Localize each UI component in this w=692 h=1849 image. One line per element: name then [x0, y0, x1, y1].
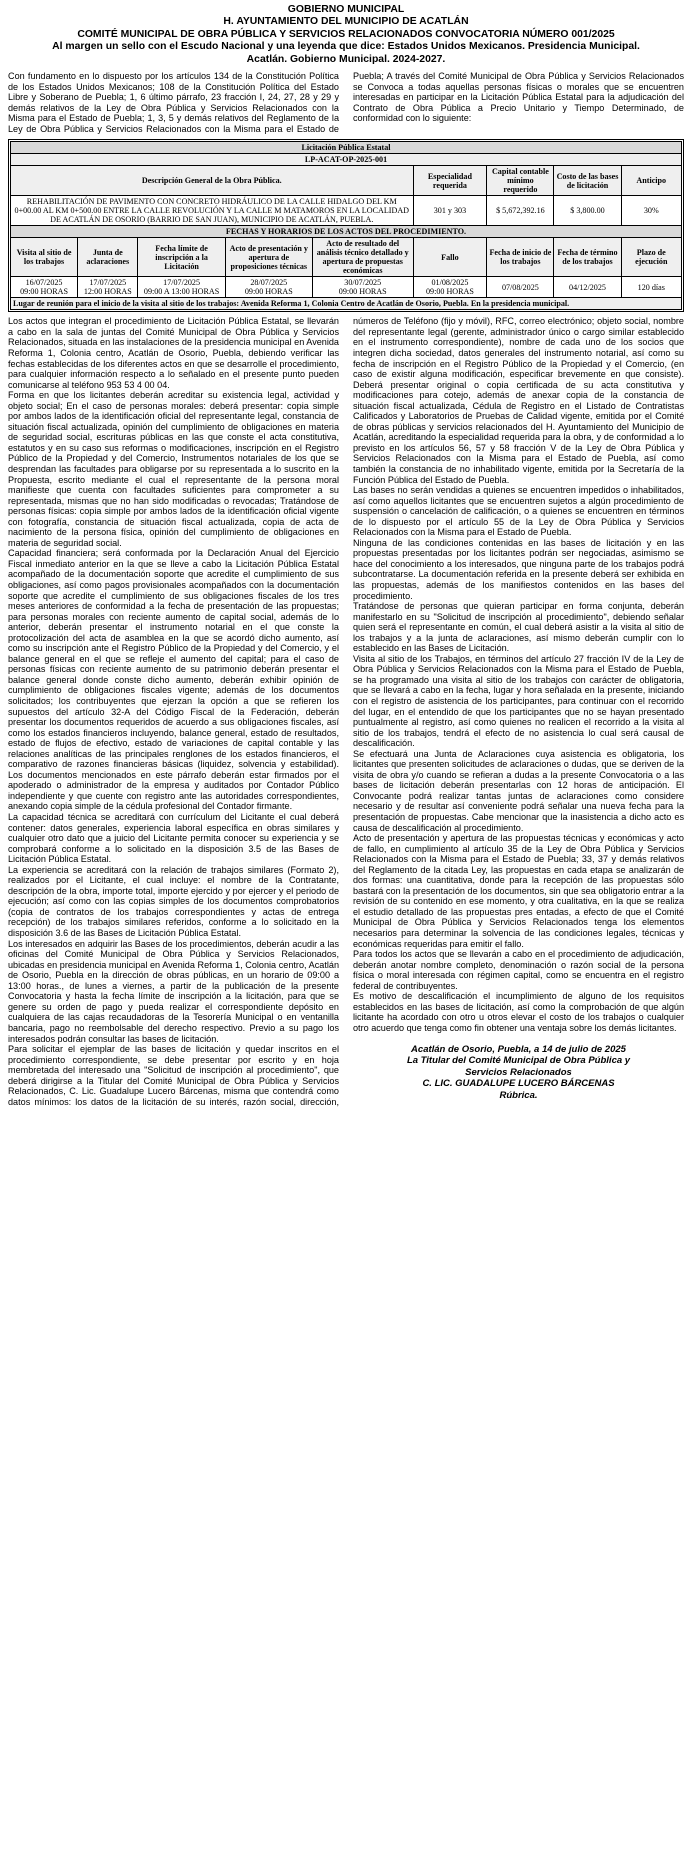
capital-value: $ 5,672,392.16 [487, 196, 554, 226]
work-description: REHABILITACIÓN DE PAVIMENTO CON CONCRETO HIDRÁULICO DE LA CALLE HIDALGO DEL KM 0+00.00 AL KM 0+500.00 ENTRE LA CALLE REVOLUCIÓN Y LA CALLE M MATAMOROS EN LA LOCALIDAD DE ACATLÁN DE OSORIO (BARRIO DE SAN JUAN), MUNICIPIO DE ACATLÁN, PUEBLA. [11, 196, 414, 226]
tender-table [10, 141, 682, 310]
header-line: H. AYUNTAMIENTO DEL MUNICIPIO DE ACATLÁN [223, 16, 469, 28]
specialty-value: 301 y 303 [413, 196, 487, 226]
clarifications-header: Junta de aclaraciones [78, 238, 138, 277]
technical-opening-header: Acto de presentación y apertura de proposiciones técnicas [225, 238, 312, 277]
body-paragraph: Los actos que integran el procedimiento de Licitación Pública Estatal, se llevarán a cabo en la sala de juntas del Comité Municipal de Obra Pública y Servicios Relacionados, situada en las instalaciones de la presidencia municipal en Avenida Reforma 1, Colonia centro, Acatlán de Osorio, Puebla, debiendo verificar las fechas establecidas de los diferentes actos en que se desarrolle el procedimiento, para cualquier información respecto a lo señalado en el presente punto pueden comunicarse al teléfono 953 53 4 00 04. [8, 316, 339, 390]
start-date-value: 07/08/2025 [487, 277, 554, 298]
col-description-header: Descripción General de la Obra Pública. [11, 166, 414, 196]
body-paragraph: Forma en que los licitantes deberán acreditar su existencia legal, actividad y objeto social; En el caso de personas morales: deberá presentar: copia simple por ambos lados de la identificación oficial del representante legal, constancia de situación fiscal actualizada, opinión del cumplimiento de obligaciones en materia de seguridad social, escrituras públicas en las que conste el acta constitutiva, estatutos y en su caso sus reformas o modificaciones, inscripción en el Registro Público de la Propiedad y del Comercio, Instrumentos notariales de los que se desprendan las facultades para obligarse por su representada a lo suscrito en la Propuesta, escrito mediante el cual el representante de la persona moral manifieste que cuenta con facultades suficientes para comprometer a su representada, mismas que no han sido modificadas o revocadas; Tratándose de personas físicas: copia simple por ambos lados de la identificación oficial vigente con fotografía, constancia de situación fiscal actualizada, copia de acta de nacimiento de la persona física, opinión del cumplimiento de obligaciones en materia de seguridad social. [8, 390, 339, 548]
header-line: GOBIERNO MUNICIPAL [287, 4, 405, 15]
body-paragraph: Para solicitar el ejemplar de las bases de licitación y quedar inscritos en el procedimiento correspondiente, se debe presentar por escrito y en hoja membretada del interesado una "Solicitud de inscripción al procedimiento", que deberá dirigirse a la Titular del Comité Municipal de Obra Pública y Servicios Relacionados, C. Lic. Guadalupe Lucero Bárcenas, misma que contendrá como datos mínimos: los datos de la licitación de su interés, razón social, dirección, números de Teléfono (fijo y móvil), RFC, correo electrónico; objeto social, nombre del representante legal (gerente, administrador único o cargo similar establecido en el instrumento correspondiente), nombre de cada uno de los socios que integren dicha sociedad, datos generales del instrumento notarial, así como su fecha de inscripción en el Registro Público de la Propiedad y el Comercio, (en caso de existir alguna modificación, especificar brevemente en que consiste). Deberá presentar original o copia certificada de su acta constitutiva y modificaciones para cotejo, además de anexar copia de la constancia de situación fiscal actualizada, Cédula de Registro en el Listado de Contratistas Calificados y Laboratorios de Pruebas de Calidad vigente, emitida por el Comité de obras públicas y servicios relacionados del H. Ayuntamiento del Municipio de Acatlán, acreditando la especialidad requerida para la obra, y de conformidad a lo previsto en los artículos 56, 57 y 58 fracción V de la Ley de Obra Pública y Servicios Relacionados con la Misma para el Estado de Puebla, así como también la constancia de no inhabilitado vigente, emitida por la Secretaría de la Función Pública del Estado de Puebla. [8, 316, 684, 1107]
body-paragraph: Para todos los actos que se llevarán a cabo en el procedimiento de adjudicación, deberán anotar nombre completo, denominación o razón social de la persona física o moral interesada con régimen capital, como se encuentra en el registro federal de contribuyentes. [353, 949, 684, 991]
signature-rubric: Rúbrica. [499, 1089, 538, 1101]
tender-table-frame [8, 139, 684, 312]
signature-place-date: Acatlán de Osorio, Puebla, a 14 de julio de 2025 [411, 1043, 626, 1055]
body-paragraph: Visita al sitio de los Trabajos, en términos del artículo 27 fracción IV de la Ley de Obra Pública y Servicios Relacionados con la Misma para el Estado de Puebla, se ha programado una visita al sitio de los trabajos con carácter de obligatoria, que se llevará a cabo en la fecha, lugar y hora señalada en la presente, iniciando con el registro de asistencia de los participantes, para continuar con el recorrido del lugar, en el entendido de que los participantes que no se hayan presentado puntualmente al registro, así como quienes no realicen el recorrido a la visita al sitio de los trabajos, tendrá el efecto de no asistencia lo cual será causal de descalificación. [353, 653, 684, 749]
signature-block [353, 1044, 684, 1102]
body-paragraph: La capacidad técnica se acreditará con currículum del Licitante el cual deberá contener: datos generales, experiencia laboral específica en obras similares y cualquier otro dato que a juicio del Licitante permita conocer su experiencia y se comprobará conforme a lo solicitado en la disposición 3.5 de las Bases de Licitación Pública Estatal. [8, 812, 339, 865]
site-visit-value: 16/07/2025 09:00 HORAS [11, 277, 78, 298]
dates-title: FECHAS Y HORARIOS DE LOS ACTOS DEL PROCEDIMIENTO. [11, 226, 682, 238]
start-date-header: Fecha de inicio de los trabajos [487, 238, 554, 277]
table-title: Licitación Pública Estatal [11, 142, 682, 154]
cost-value: $ 3,800.00 [554, 196, 621, 226]
body-paragraph: Acto de presentación y apertura de las propuestas técnicas y económicas y acto de fallo, en cumplimiento al artículo 35 de la Ley de Obra Pública y Servicios Relacionados con la Misma para el Estado de Puebla; 33, 37 y demás relativos del Reglamento de la citada Ley, las propuestas en cada etapa se analizarán de dos formas: una cuantitativa, donde para la recepción de las propuestas sólo bastará con la presentación de los documentos, sin que sea obligatorio entrar a la revisión de su contenido en ese momento, y otra cualitativa, en la que se realiza el estudio detallado de las propuestas pres entadas, a efecto de que el Comité Municipal de Obra Pública y Servicios Relacionados tenga los elementos necesarios para determinar la solvencia de las condiciones legales, técnicas y económicas requeridas para emitir el fallo. [353, 833, 684, 949]
ruling-header: Fallo [413, 238, 487, 277]
body-paragraph: Se efectuará una Junta de Aclaraciones cuya asistencia es obligatoria, los licitantes que presenten solicitudes de aclaraciones o dudas, que se deriven de la visita de obra y/o cuando se refieran a dudas a la presente Convocatoria o a las bases de licitación deberán presentarlas con 12 horas de anticipación. El Convocante podrá realizar tantas juntas de aclaraciones como considere necesario y de resultar así conveniente podrá señalar una nueva fecha para la presentación de propuestas. Cabe mencionar que la inasistencia a dicho acto es causa de descalificación al procedimiento. [353, 748, 684, 833]
intro-text [8, 71, 684, 134]
signature-name: C. LIC. GUADALUPE LUCERO BÁRCENAS [422, 1078, 615, 1090]
body-paragraph: Las bases no serán vendidas a quienes se encuentren impedidos o inhabilitados, así como aquellos licitantes que se encuentren sujetos a algún procedimiento de suspensión o cancelación de calificación, o a quienes se encuentren en términos de lo dispuesto por el artículo 55 de la Ley de Obra Pública y Servicios Relacionados con la Misma para el Estado de Puebla. [353, 485, 684, 538]
signature-role: Servicios Relacionados [465, 1066, 572, 1078]
col-advance-header: Anticipo [621, 166, 681, 196]
body-paragraph: Capacidad financiera; será conformada por la Declaración Anual del Ejercicio Fiscal inmediato anterior en la que se lleve a cabo la Licitación Pública Estatal acompañado de la documentación soporte que acredite el cumplimiento de sus obligaciones, así como pagos provisionales acompañados con la documentación soporte que acredite el cumplimiento de sus obligaciones fiscales de los tres meses anteriores de conformidad a la fecha de presentación de las propuestas; para personas morales con reciente aumento de capital social, además de lo anterior, deberán presentar el instrumento notarial en el que conste la protocolización del acta de asamblea en la que se acordó dicho aumento, así como su inscripción ante el Registro Público de la Propiedad y del Comercio, y el balance general en el que se refleje el aumento del capital; para el caso de personas físicas con reciente aumento de su patrimonio deberán presentar el balance general donde conste dicho aumento, deberán exhibir opinión de cumplimiento de obligaciones fiscales vigente; además de los documentos solicitados; los contribuyentes que ejerzan la opción a que se refieren los supuestos del artículo 32-A del Código Fiscal de la Federación, deberán presentar los documentos requeridos de acuerdo a sus obligaciones fiscales, así como los estados financieros incluyendo, balance general, estado de resultados, estado de flujos de efectivo, estado de variaciones de capital contable y las relaciones analíticas de las principales renglones de los estados financieros, el comparativo de razones financieras básicas (liquidez, solvencia y estabilidad). Los documentos mencionados en este párrafo deberán estar firmados por el apoderado o administrador de la empresa y auditados por Contador Público independiente y que cuente con registro ante las autoridades correspondientes, anexando copia simple de la cédula profesional del Contador firmante. [8, 548, 339, 812]
body-paragraph: Los interesados en adquirir las Bases de los procedimientos, deberán acudir a las oficinas del Comité Municipal de Obra Pública y Servicios Relacionados, ubicadas en presidencia municipal en Avenida Reforma 1, Colonia centro, Acatlán de Osorio, Puebla en la dirección de obras públicas, en un horario de 09:00 a 13:00 horas., de lunes a viernes, a partir de la publicación de la presente Convocatoria y hasta la fecha límite de inscripción a la licitación, para que se genere su orden de pago y pueda realizar el correspondiente depósito en cualquiera de las cajas recaudadoras de la Tesorería Municipal o en ventanilla bancaria, pago no reembolsable del derecho respectivo. Previo a su pago los interesados podrán consultar las bases de licitación. [8, 938, 339, 1044]
col-capital-header: Capital contable mínimo requerido [487, 166, 554, 196]
ruling-value: 01/08/2025 09:00 HORAS [413, 277, 487, 298]
header-line: Al margen un sello con el Escudo Nacional y una leyenda que dice: Estados Unidos Mexicanos. Presidencia Municipal. [52, 41, 640, 53]
registration-deadline-header: Fecha límite de inscripción a la Licitación [138, 238, 225, 277]
end-date-header: Fecha de término de los trabajos [554, 238, 621, 277]
header-line: COMITÉ MUNICIPAL DE OBRA PÚBLICA Y SERVICIOS RELACIONADOS CONVOCATORIA NÚMERO 001/2025 [77, 28, 615, 40]
signature-role: La Titular del Comité Municipal de Obra Pública y [406, 1055, 631, 1067]
document-header [8, 4, 684, 66]
body-paragraph: Es motivo de descalificación el incumplimiento de alguno de los requisitos establecidos en las bases de licitación, así como la comprobación de que algún licitante ha acordado con otro u otros elevar el costo de los trabajos o cualquier otro acuerdo que tenga como fin obtener una ventaja sobre los demás licitantes. [353, 991, 684, 1033]
term-header: Plazo de ejecución [621, 238, 681, 277]
intro-paragraph: Con fundamento en lo dispuesto por los artículos 134 de la Constitución Política de los Estados Unidos Mexicanos; 108 de la Constitución Política del Estado Libre y Soberano de Puebla; 1, 6 último párrafo, 23 fracción I, 24, 27, 28 y 29 y demás relativos de la Ley de Obra Pública y Servicios Relacionados con la Misma para el Estado de Puebla; 1, 3, 5 y demás relativos del Reglamento de la Ley de Obra Pública y Servicios Relacionados con la Misma para el Estado de Puebla; A través del Comité Municipal de Obra Pública y Servicios Relacionados se Convoca a todas aquellas personas físicas o morales que se encuentren interesadas en participar en la Licitación Pública Estatal para la adjudicación del Contrato de Obra Pública a Precio Unitario y Tiempo Determinado, de conformidad con lo siguiente: [8, 71, 684, 134]
tender-code: LP-ACAT-OP-2025-001 [11, 154, 682, 166]
body-paragraph: Tratándose de personas que quieran participar en forma conjunta, deberán manifestarlo en su "Solicitud de inscripción al procedimiento", debiendo señalar quien será el representante en común, el cual deberá asistir a la visita al sitio de los trabajos y a la junta de aclaraciones, así mismo deberán cumplir con lo establecido en las Bases de Licitación. [353, 601, 684, 654]
body-text [8, 316, 684, 1107]
body-paragraph: Ninguna de las condiciones contenidas en las bases de licitación y en las propuestas presentadas por los licitantes podrán ser negociadas, asimismo se hace del conocimiento a los interesados, que ninguna parte de los trabajos podrá subcontratarse. La documentación referida en la presente deberá ser exhibida en las propuestas, además de los manifiestos contenidos en las bases del procedimiento. [353, 537, 684, 601]
body-paragraph: La experiencia se acreditará con la relación de trabajos similares (Formato 2), realizados por el Licitante, el cual incluye: el nombre de la Contratante, descripción de la obra, importe total, importe ejercido y por ejercer y el periodo de ejecución; así como con las copias simples de los documentos comprobatorios (copia de contratos de los trabajos correspondientes y actas de entrega recepción) de los trabajos similares referidos, conforme a lo solicitado en la disposición 3.6 de las Bases de Licitación Pública Estatal. [8, 864, 339, 939]
col-specialty-header: Especialidad requerida [413, 166, 487, 196]
term-value: 120 días [621, 277, 681, 298]
site-visit-header: Visita al sitio de los trabajos [11, 238, 78, 277]
economic-opening-header: Acto de resultado del análisis técnico detallado y apertura de propuestas económicas [312, 238, 413, 277]
meeting-place: Lugar de reunión para el inicio de la visita al sitio de los trabajos: Avenida Reforma 1, Colonia Centro de Acatlán de Osorio, Puebla. En la presidencia municipal. [11, 298, 682, 310]
clarifications-value: 17/07/2025 12:00 HORAS [78, 277, 138, 298]
header-line: Acatlán. Gobierno Municipal. 2024-2027. [246, 53, 446, 65]
end-date-value: 04/12/2025 [554, 277, 621, 298]
advance-value: 30% [621, 196, 681, 226]
col-cost-header: Costo de las bases de licitación [554, 166, 621, 196]
technical-opening-value: 28/07/2025 09:00 HORAS [225, 277, 312, 298]
economic-opening-value: 30/07/2025 09:00 HORAS [312, 277, 413, 298]
registration-deadline-value: 17/07/2025 09:00 A 13:00 HORAS [138, 277, 225, 298]
